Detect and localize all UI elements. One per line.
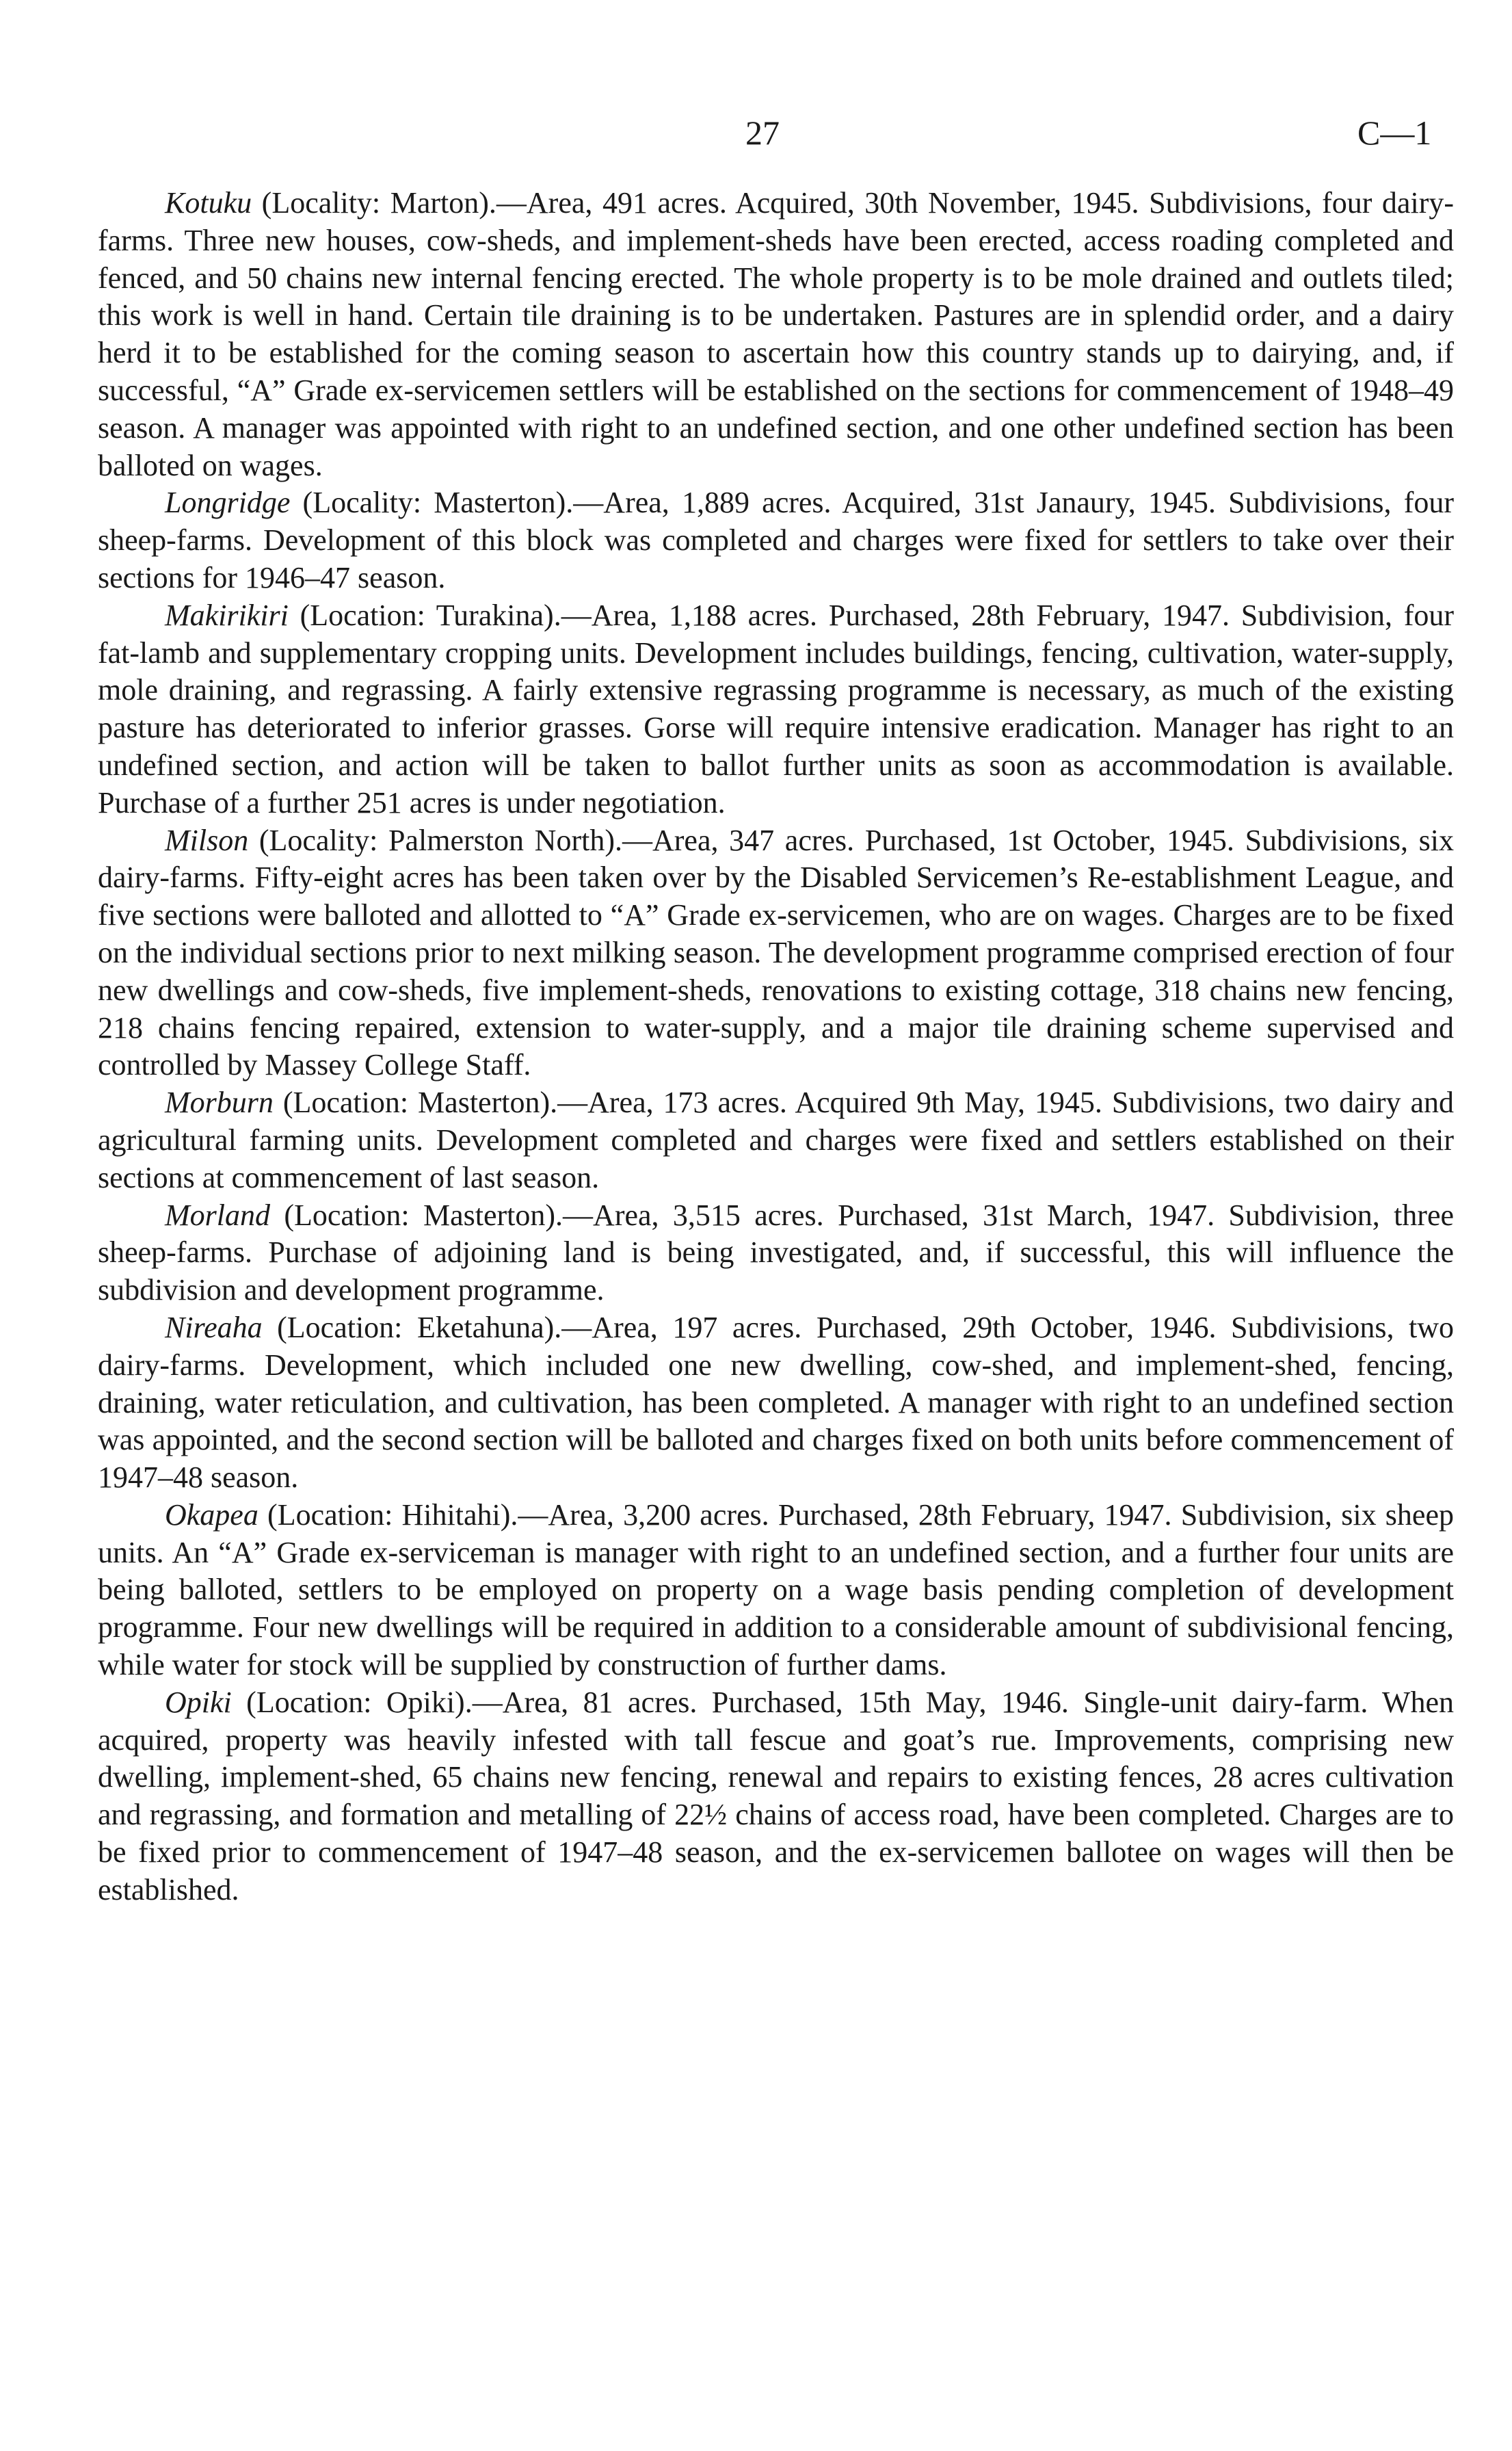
entry-morland [98,1197,1454,1309]
entry-title: Longridge [165,486,291,520]
entry-title: Kotuku [165,186,252,220]
entry-text: (Location: Masterton).—Area, 3,515 acres. Purchased, 31st March, 1947. Subdivision, three sheep-farms. Purchase of adjoining land is being investigated, and, if successful, this will influence the subdivision and development programme. [98,1198,1454,1307]
entry-title: Morburn [165,1086,274,1120]
entry-text: (Locality: Masterton).—Area, 1,889 acres. Acquired, 31st Janaury, 1945. Subdivisions, four sheep-farms. Development of this block was completed and charges were fixed for settlers to take over their sections for 1946–47 season. [98,486,1454,594]
entry-text: (Location: Masterton).—Area, 173 acres. Acquired 9th May, 1945. Subdivisions, two dairy and agricultural farming units. Development completed and charges were fixed and settlers established on their sections at commencement of last season. [98,1086,1454,1194]
entry-morburn [98,1084,1454,1196]
entry-milson [98,822,1454,1085]
entry-text: (Locality: Marton).—Area, 491 acres. Acquired, 30th November, 1945. Subdivisions, four dairy-farms. Three new houses, cow-sheds, and implement-sheds have been erected, access roading completed and fenced, and 50 chains new internal fencing erected. The whole property is to be mole drained and outlets tiled; this work is well in hand. Certain tile draining is to be undertaken. Pastures are in splendid order, and a dairy herd it to be established for the coming season to ascertain how this country stands up to dairying, and, if successful, “A” Grade ex-servicemen settlers will be established on the sections for commencement of 1948–49 season. A manager was appointed with right to an undefined section, and one other undefined section has been balloted on wages. [98,186,1454,482]
entry-title: Nireaha [165,1310,263,1344]
entry-makirikiri [98,597,1454,822]
entry-title: Morland [165,1198,270,1232]
entry-longridge [98,484,1454,597]
entry-title: Makirikiri [165,598,289,632]
entry-title: Okapea [165,1497,258,1532]
entry-text: (Location: Opiki).—Area, 81 acres. Purchased, 15th May, 1946. Single-unit dairy-farm. When acquired, property was heavily infested with tall fescue and goat’s rue. Improvements, comprising new dwelling, implement-shed, 65 chains new fencing, renewal and repairs to existing fences, 28 acres cultivation and regrassing, and formation and metalling of 22½ chains of access road, have been completed. Charges are to be fixed prior to commencement of 1947–48 season, and the ex-servicemen ballotee on wages will then be established. [98,1685,1454,1906]
entry-okapea [98,1497,1454,1684]
page-number: 27 [745,114,780,152]
entry-text: (Location: Hihitahi).—Area, 3,200 acres. Purchased, 28th February, 1947. Subdivision, six sheep units. An “A” Grade ex-serviceman is manager with right to an undefined section, and a further four units are being balloted, settlers to be employed on property on a wage basis pending completion of development programme. Four new dwellings will be required in addition to a considerable amount of subdivisional fencing, while water for stock will be supplied by construction of further dams. [98,1497,1454,1682]
document-reference: C—1 [1357,114,1432,152]
entry-title: Milson [165,823,249,857]
body-text [98,185,1454,1909]
entry-opiki [98,1684,1454,1909]
entry-text: (Locality: Palmerston North).—Area, 347 acres. Purchased, 1st October, 1945. Subdivisions, six dairy-farms. Fifty-eight acres has been taken over by the Disabled Servicemen’s Re-establishment League, and five sections were balloted and allotted to “A” Grade ex-servicemen, who are on wages. Charges are to be fixed on the individual sections prior to next milking season. The development programme comprised erection of four new dwellings and cow-sheds, five implement-sheds, renovations to existing cottage, 318 chains new fencing, 218 chains fencing repaired, extension to water-supply, and a major tile draining scheme supervised and controlled by Massey College Staff. [98,823,1454,1082]
entry-title: Opiki [165,1685,232,1719]
entry-kotuku [98,185,1454,484]
entry-nireaha [98,1309,1454,1497]
entry-text: (Location: Eketahuna).—Area, 197 acres. Purchased, 29th October, 1946. Subdivisions, two dairy-farms. Development, which included one new dwelling, cow-shed, and implement-shed, fencing, draining, water reticulation, and cultivation, has been completed. A manager with right to an undefined section was appointed, and the second section will be balloted and charges fixed on both units before commencement of 1947–48 season. [98,1310,1454,1495]
page-header [0,113,1512,161]
entry-text: (Location: Turakina).—Area, 1,188 acres. Purchased, 28th February, 1947. Subdivision, four fat-lamb and supplementary cropping units. Development includes buildings, fencing, cultivation, water-supply, mole draining, and regrassing. A fairly extensive regrassing programme is necessary, as much of the existing pasture has deteriorated to inferior grasses. Gorse will require intensive eradication. Manager has right to an undefined section, and action will be taken to ballot further units as soon as accommodation is available. Purchase of a further 251 acres is under negotiation. [98,598,1454,820]
